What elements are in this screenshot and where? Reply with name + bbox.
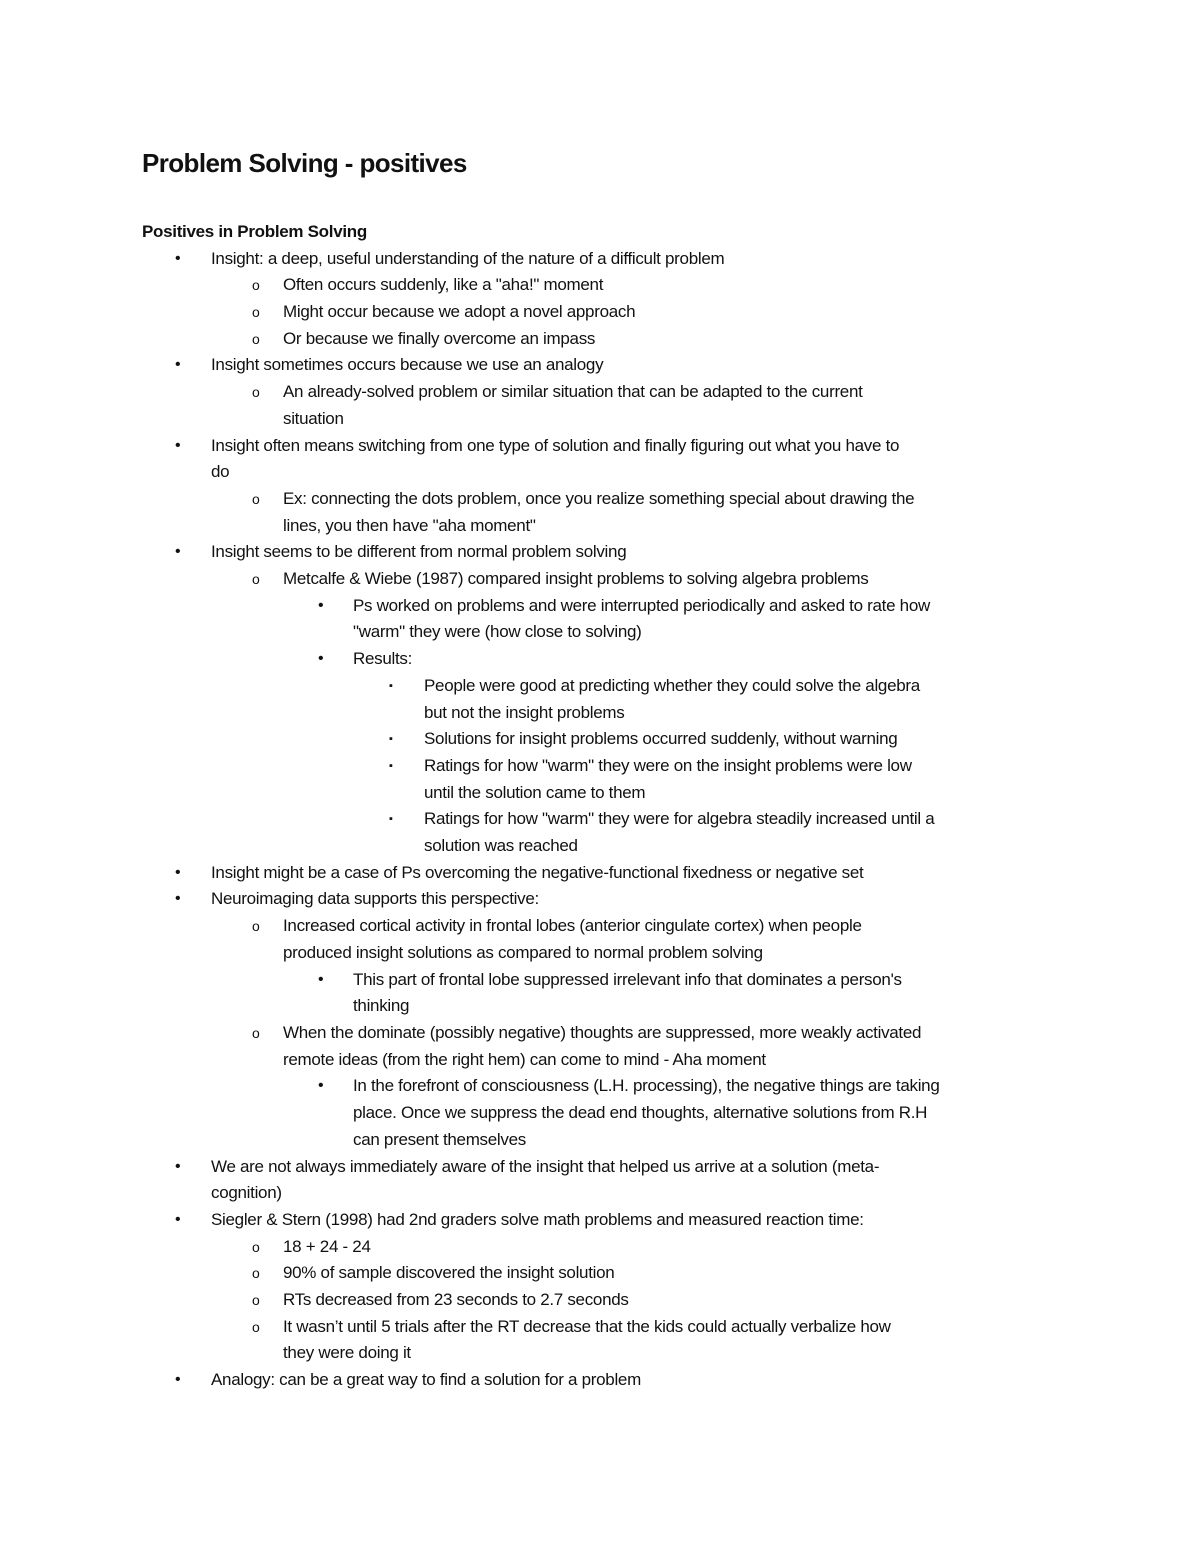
bullet-icon: •	[175, 356, 181, 374]
circle-bullet-icon: o	[252, 571, 260, 588]
list-item-text: When the dominate (possibly negative) thoughts are suppressed, more weakly activated	[283, 1022, 922, 1042]
list-item-text: Analogy: can be a great way to find a solution for a problem	[211, 1370, 641, 1390]
circle-bullet-icon: o	[252, 1024, 260, 1041]
circle-bullet-icon: o	[252, 918, 260, 935]
list-item-text: place. Once we suppress the dead end thoughts, alternative solutions from R.H	[353, 1103, 928, 1123]
list-item-text: Ps worked on problems and were interrupted periodically and asked to rate how	[353, 595, 930, 615]
list-item-level-2	[0, 299, 1200, 326]
list-item-level-2	[0, 913, 1200, 966]
list-item-text: Ratings for how "warm" they were on the insight problems were low	[424, 755, 912, 775]
list-item-text: Neuroimaging data supports this perspective:	[211, 889, 539, 909]
circle-bullet-icon: o	[252, 490, 260, 507]
list-item-level-3	[0, 967, 1200, 1020]
list-item-text: Might occur because we adopt a novel approach	[283, 302, 636, 321]
list-item-text: RTs decreased from 23 seconds to 2.7 seconds	[283, 1290, 629, 1310]
bullet-icon: •	[318, 596, 324, 614]
list-item-level-1	[0, 539, 1200, 566]
circle-bullet-icon: o	[252, 1265, 260, 1282]
list-item-text: can present themselves	[353, 1129, 526, 1149]
list-item-text: An already-solved problem or similar situation that can be adapted to the current	[283, 382, 863, 402]
list-item-level-4	[0, 753, 1200, 806]
list-item-level-1	[0, 246, 1200, 273]
list-item-text: but not the insight problems	[424, 702, 625, 722]
bullet-icon: •	[175, 1210, 181, 1228]
list-item-text: thinking	[353, 996, 410, 1016]
bullet-icon: •	[175, 1371, 181, 1389]
list-item-level-1	[0, 433, 1200, 486]
list-item-level-2	[0, 1314, 1200, 1367]
list-item-level-2	[0, 1287, 1200, 1314]
list-item-text: Metcalfe & Wiebe (1987) compared insight problems to solving algebra problems	[283, 569, 869, 589]
bullet-icon: •	[175, 249, 181, 267]
bullet-icon: •	[175, 863, 181, 881]
list-item-level-1	[0, 1154, 1200, 1207]
circle-bullet-icon: o	[252, 330, 260, 347]
list-item-text: People were good at predicting whether they could solve the algebra	[424, 675, 920, 695]
document-title: Problem Solving - positives	[142, 148, 467, 178]
list-item-text: Insight sometimes occurs because we use an analogy	[211, 355, 604, 375]
list-item-text: Results:	[353, 649, 413, 669]
list-item-text: We are not always immediately aware of the insight that helped us arrive at a solution (meta-	[211, 1156, 880, 1176]
bullet-icon: •	[175, 543, 181, 561]
list-item-text: 18 + 24 - 24	[283, 1236, 371, 1256]
list-item-level-2	[0, 379, 1200, 432]
bullet-icon: •	[318, 970, 324, 988]
list-item-text: 90% of sample discovered the insight solution	[283, 1263, 615, 1283]
circle-bullet-icon: o	[252, 1292, 260, 1309]
bullet-icon: •	[175, 890, 181, 908]
list-item-text: Ratings for how "warm" they were for algebra steadily increased until a	[424, 809, 935, 829]
list-item-text: solution was reached	[424, 836, 578, 856]
square-bullet-icon: ▪	[389, 679, 393, 692]
circle-bullet-icon: o	[252, 384, 260, 401]
list-item-level-2	[0, 1234, 1200, 1261]
list-item-text: Often occurs suddenly, like a "aha!" moment	[283, 275, 604, 295]
list-item-level-3	[0, 1073, 1200, 1153]
list-item-text: cognition)	[211, 1183, 282, 1203]
list-item-text: Insight seems to be different from normal problem solving	[211, 542, 627, 562]
list-item-level-2	[0, 326, 1200, 353]
list-item-level-1	[0, 1207, 1200, 1234]
list-item-text: situation	[283, 408, 344, 428]
bullet-icon: •	[175, 436, 181, 454]
list-item-level-4	[0, 806, 1200, 859]
square-bullet-icon: ▪	[389, 759, 393, 772]
list-item-level-2	[0, 272, 1200, 299]
circle-bullet-icon: o	[252, 1238, 260, 1255]
list-item-level-4	[0, 673, 1200, 726]
list-item-text: "warm" they were (how close to solving)	[353, 622, 642, 642]
list-item-text: This part of frontal lobe suppressed irrelevant info that dominates a person's	[353, 969, 902, 989]
list-item-text: In the forefront of consciousness (L.H. processing), the negative things are taking	[353, 1076, 940, 1096]
list-item-level-2	[0, 486, 1200, 539]
bullet-list	[0, 246, 1200, 1394]
list-item-text: Insight often means switching from one type of solution and finally figuring out what you have to	[211, 435, 900, 455]
list-item-level-3	[0, 646, 1200, 673]
list-item-text: do	[211, 462, 230, 482]
list-item-text: Increased cortical activity in frontal lobes (anterior cingulate cortex) when people	[283, 916, 862, 936]
list-item-level-1	[0, 1367, 1200, 1394]
list-item-level-1	[0, 352, 1200, 379]
list-item-text: Insight might be a case of Ps overcoming the negative-functional fixedness or negative set	[211, 862, 864, 882]
circle-bullet-icon: o	[252, 277, 260, 294]
list-item-level-2	[0, 1260, 1200, 1287]
list-item-level-4	[0, 726, 1200, 753]
list-item-level-2	[0, 566, 1200, 593]
square-bullet-icon: ▪	[389, 733, 393, 746]
list-item-text: they were doing it	[283, 1343, 411, 1363]
circle-bullet-icon: o	[252, 304, 260, 320]
list-item-level-1	[0, 860, 1200, 887]
bullet-icon: •	[318, 1077, 324, 1095]
list-item-text: remote ideas (from the right hem) can come to mind - Aha moment	[283, 1049, 766, 1069]
list-item-text: lines, you then have "aha moment"	[283, 515, 536, 535]
bullet-icon: •	[175, 1157, 181, 1175]
section-heading: Positives in Problem Solving	[142, 222, 367, 241]
bullet-icon: •	[318, 650, 324, 668]
list-item-text: Ex: connecting the dots problem, once you realize something special about drawing the	[283, 488, 915, 508]
list-item-text: Insight: a deep, useful understanding of the nature of a difficult problem	[211, 248, 725, 268]
list-item-text: Solutions for insight problems occurred suddenly, without warning	[424, 729, 898, 749]
list-item-text: Or because we finally overcome an impass	[283, 328, 596, 348]
list-item-text: produced insight solutions as compared to normal problem solving	[283, 942, 763, 962]
circle-bullet-icon: o	[252, 1318, 260, 1335]
list-item-text: until the solution came to them	[424, 782, 646, 802]
list-item-level-3	[0, 593, 1200, 646]
list-item-level-1	[0, 886, 1200, 913]
list-item-level-2	[0, 1020, 1200, 1073]
square-bullet-icon: ▪	[389, 813, 393, 826]
list-item-text: It wasn’t until 5 trials after the RT decrease that the kids could actually verbalize how	[283, 1316, 891, 1336]
list-item-text: Siegler & Stern (1998) had 2nd graders solve math problems and measured reaction time:	[211, 1209, 864, 1229]
